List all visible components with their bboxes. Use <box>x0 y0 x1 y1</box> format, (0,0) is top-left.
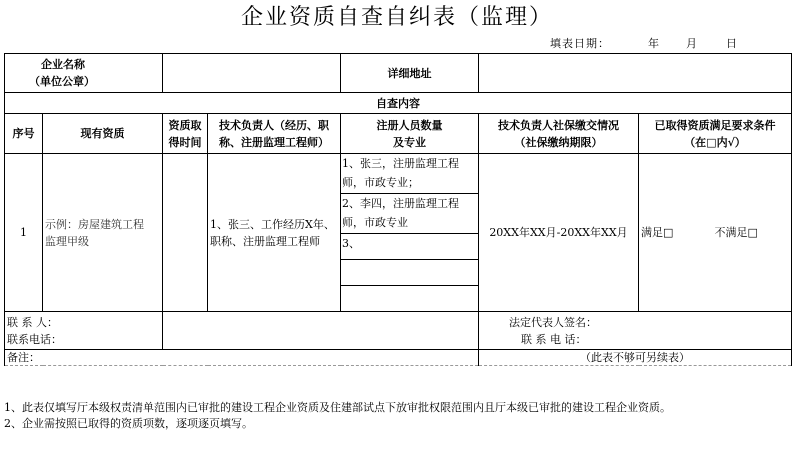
col-seq: 序号 <box>5 114 43 154</box>
meets-checkbox[interactable]: 满足□ <box>641 226 674 239</box>
fill-date-day: 日 <box>726 37 738 50</box>
self-check-table <box>4 53 792 366</box>
col-tech-lead: 技术负责人（经历、职 称、注册监理工程师） <box>208 114 341 154</box>
table-row <box>5 154 792 312</box>
footnote-item: 2、企业需按照已取得的资质项数，逐项逐页填写。 <box>4 417 253 430</box>
row-registered[interactable] <box>341 154 479 312</box>
contact-field[interactable] <box>163 312 479 350</box>
col-qualification: 现有资质 <box>43 114 163 154</box>
remarks-note: （此表不够可另续表） <box>479 350 792 366</box>
fill-date-year: 年 <box>648 37 660 50</box>
address-field[interactable] <box>479 54 792 93</box>
legal-rep-block[interactable] <box>479 312 792 350</box>
row-seq: 1 <box>5 154 43 312</box>
fill-date <box>480 36 780 52</box>
contact-phone-label: 联系电话： <box>7 332 62 346</box>
row-meets <box>639 154 792 312</box>
company-name-field[interactable] <box>163 54 341 93</box>
address-label: 详细地址 <box>341 54 479 93</box>
row-acquire-time[interactable] <box>163 154 208 312</box>
registered-item[interactable]: 1、张三，注册监理工程师，市政专业； <box>341 154 478 194</box>
legal-phone-label: 联 系 电 话： <box>521 332 587 346</box>
contact-person-label: 联 系 人： <box>7 315 58 329</box>
registered-item[interactable] <box>341 260 478 286</box>
col-meets: 已取得资质满足要求条件 （在□内√） <box>639 114 792 154</box>
row-qualification[interactable]: 示例：房屋建筑工程 监理甲级 <box>43 154 163 312</box>
company-name-label: 企业名称 （单位公章） <box>5 54 163 93</box>
page-title: 企业资质自查自纠表（监理） <box>240 5 553 30</box>
registered-item[interactable]: 2、李四，注册监理工程师，市政专业 <box>341 194 478 234</box>
row-tech-lead[interactable]: 1、张三、工作经历X年、 职称、注册监理工程师 <box>208 154 341 312</box>
section-header: 自查内容 <box>5 93 792 114</box>
fill-date-month: 月 <box>686 37 698 50</box>
col-acquire-time: 资质取 得时间 <box>163 114 208 154</box>
not-meets-checkbox[interactable]: 不满足□ <box>714 226 758 239</box>
remarks-label: 备注： <box>5 350 479 366</box>
footnotes <box>4 400 790 432</box>
contact-block <box>5 312 163 350</box>
registered-item[interactable]: 3、 <box>341 234 478 260</box>
footnote-item: 1、此表仅填写厅本级权责清单范围内已审批的建设工程企业资质及住建部试点下放审批权限范围内且厅本级已审批的建设工程企业资质。 <box>4 401 671 414</box>
col-registered: 注册人员数量 及专业 <box>341 114 479 154</box>
row-social-security[interactable]: 20XX年XX月-20XX年XX月 <box>479 154 639 312</box>
col-social-security: 技术负责人社保缴交情况 （社保缴纳期限） <box>479 114 639 154</box>
fill-date-label: 填表日期： <box>550 37 610 50</box>
legal-rep-label: 法定代表人签名： <box>509 315 597 329</box>
registered-item[interactable] <box>341 286 478 311</box>
